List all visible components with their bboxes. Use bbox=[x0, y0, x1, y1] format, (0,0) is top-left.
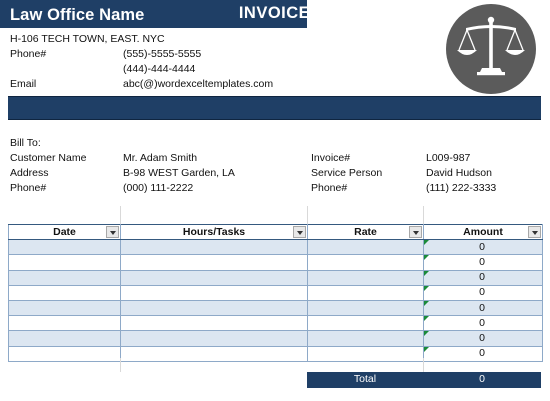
invoice-number[interactable]: L009-987 bbox=[426, 152, 471, 164]
table-row bbox=[9, 300, 543, 315]
hours-tasks-cell[interactable] bbox=[121, 270, 308, 285]
table-row bbox=[9, 346, 543, 361]
office-phone-1[interactable]: (555)-5555-5555 bbox=[123, 48, 202, 60]
column-header-rate[interactable] bbox=[308, 225, 424, 240]
amount-value: 0 bbox=[479, 240, 485, 253]
office-email[interactable]: abc(@)wordexceltemplates.com bbox=[123, 78, 274, 90]
sheet-gridline bbox=[423, 206, 424, 224]
table-row bbox=[9, 331, 543, 346]
table-row bbox=[9, 255, 543, 270]
formula-indicator-icon bbox=[424, 255, 429, 260]
date-cell[interactable] bbox=[9, 270, 121, 285]
office-phone-2[interactable]: (444)-444-4444 bbox=[123, 63, 196, 75]
bill-to-heading[interactable]: Bill To: bbox=[10, 137, 41, 149]
column-header-label: Date bbox=[53, 225, 76, 238]
customer-name[interactable]: Mr. Adam Smith bbox=[123, 152, 198, 164]
amount-cell[interactable] bbox=[424, 240, 543, 255]
total-label[interactable]: Total bbox=[353, 373, 377, 385]
date-cell[interactable] bbox=[9, 316, 121, 331]
date-cell[interactable] bbox=[9, 331, 121, 346]
table-row bbox=[9, 285, 543, 300]
hours-tasks-cell[interactable] bbox=[121, 255, 308, 270]
table-row bbox=[9, 316, 543, 331]
table-row bbox=[9, 270, 543, 285]
items-table bbox=[8, 224, 543, 362]
customer-address[interactable]: B-98 WEST Garden, LA bbox=[123, 167, 235, 179]
filter-dropdown-icon[interactable] bbox=[106, 226, 119, 238]
date-cell[interactable] bbox=[9, 255, 121, 270]
service-person-label[interactable]: Service Person bbox=[311, 167, 383, 179]
table-row bbox=[9, 240, 543, 255]
formula-indicator-icon bbox=[424, 240, 429, 245]
customer-phone-label[interactable]: Phone# bbox=[10, 182, 47, 194]
hours-tasks-cell[interactable] bbox=[121, 300, 308, 315]
rate-cell[interactable] bbox=[308, 270, 424, 285]
date-cell[interactable] bbox=[9, 240, 121, 255]
formula-indicator-icon bbox=[424, 347, 429, 352]
formula-indicator-icon bbox=[424, 271, 429, 276]
office-phone-label[interactable]: Phone# bbox=[10, 48, 47, 60]
amount-value: 0 bbox=[479, 347, 485, 360]
address-label[interactable]: Address bbox=[10, 167, 49, 179]
table-header-row bbox=[9, 225, 543, 240]
rate-cell[interactable] bbox=[308, 240, 424, 255]
column-header-label: Hours/Tasks bbox=[182, 225, 246, 238]
rate-cell[interactable] bbox=[308, 346, 424, 361]
service-phone[interactable]: (111) 222-3333 bbox=[426, 182, 497, 194]
rate-cell[interactable] bbox=[308, 331, 424, 346]
amount-cell[interactable] bbox=[424, 331, 543, 346]
amount-cell[interactable] bbox=[424, 300, 543, 315]
date-cell[interactable] bbox=[9, 346, 121, 361]
formula-indicator-icon bbox=[424, 331, 429, 336]
office-name[interactable]: Law Office Name bbox=[10, 6, 145, 24]
hours-tasks-cell[interactable] bbox=[121, 240, 308, 255]
hours-tasks-cell[interactable] bbox=[121, 285, 308, 300]
amount-value: 0 bbox=[479, 255, 485, 268]
amount-cell[interactable] bbox=[424, 316, 543, 331]
amount-value: 0 bbox=[479, 316, 485, 329]
sheet-gridline bbox=[307, 206, 308, 224]
rate-cell[interactable] bbox=[308, 285, 424, 300]
amount-value: 0 bbox=[479, 331, 485, 344]
amount-cell[interactable] bbox=[424, 285, 543, 300]
invoice-title[interactable]: INVOICE bbox=[238, 4, 311, 22]
amount-value: 0 bbox=[479, 301, 485, 314]
column-header-amount[interactable] bbox=[424, 225, 543, 240]
filter-dropdown-icon[interactable] bbox=[528, 226, 541, 238]
amount-value: 0 bbox=[479, 271, 485, 284]
office-address[interactable]: H-106 TECH TOWN, EAST. NYC bbox=[10, 33, 165, 45]
filter-dropdown-icon[interactable] bbox=[293, 226, 306, 238]
formula-indicator-icon bbox=[424, 316, 429, 321]
column-header-label: Amount bbox=[463, 225, 503, 238]
office-email-label[interactable]: Email bbox=[10, 78, 37, 90]
filter-dropdown-icon[interactable] bbox=[409, 226, 422, 238]
rate-cell[interactable] bbox=[308, 300, 424, 315]
sheet-gridline bbox=[423, 358, 424, 372]
amount-cell[interactable] bbox=[424, 270, 543, 285]
amount-cell[interactable] bbox=[424, 346, 543, 361]
amount-cell[interactable] bbox=[424, 255, 543, 270]
sheet-gridline bbox=[120, 358, 121, 372]
sheet-gridline bbox=[120, 206, 121, 224]
formula-indicator-icon bbox=[424, 301, 429, 306]
column-header-label: Rate bbox=[354, 225, 377, 238]
service-phone-label[interactable]: Phone# bbox=[311, 182, 348, 194]
date-cell[interactable] bbox=[9, 300, 121, 315]
formula-indicator-icon bbox=[424, 286, 429, 291]
hours-tasks-cell[interactable] bbox=[121, 316, 308, 331]
hours-tasks-cell[interactable] bbox=[121, 331, 308, 346]
service-person[interactable]: David Hudson bbox=[426, 167, 492, 179]
customer-phone[interactable]: (000) 111-2222 bbox=[123, 182, 194, 194]
rate-cell[interactable] bbox=[308, 255, 424, 270]
date-cell[interactable] bbox=[9, 285, 121, 300]
customer-name-label[interactable]: Customer Name bbox=[10, 152, 87, 164]
invoice-title-bar bbox=[8, 96, 541, 120]
total-value[interactable]: 0 bbox=[479, 373, 485, 385]
column-header-date[interactable] bbox=[9, 225, 121, 240]
amount-value: 0 bbox=[479, 286, 485, 299]
hours-tasks-cell[interactable] bbox=[121, 346, 308, 361]
rate-cell[interactable] bbox=[308, 316, 424, 331]
column-header-hours-tasks[interactable] bbox=[121, 225, 308, 240]
invoice-number-label[interactable]: Invoice# bbox=[311, 152, 351, 164]
